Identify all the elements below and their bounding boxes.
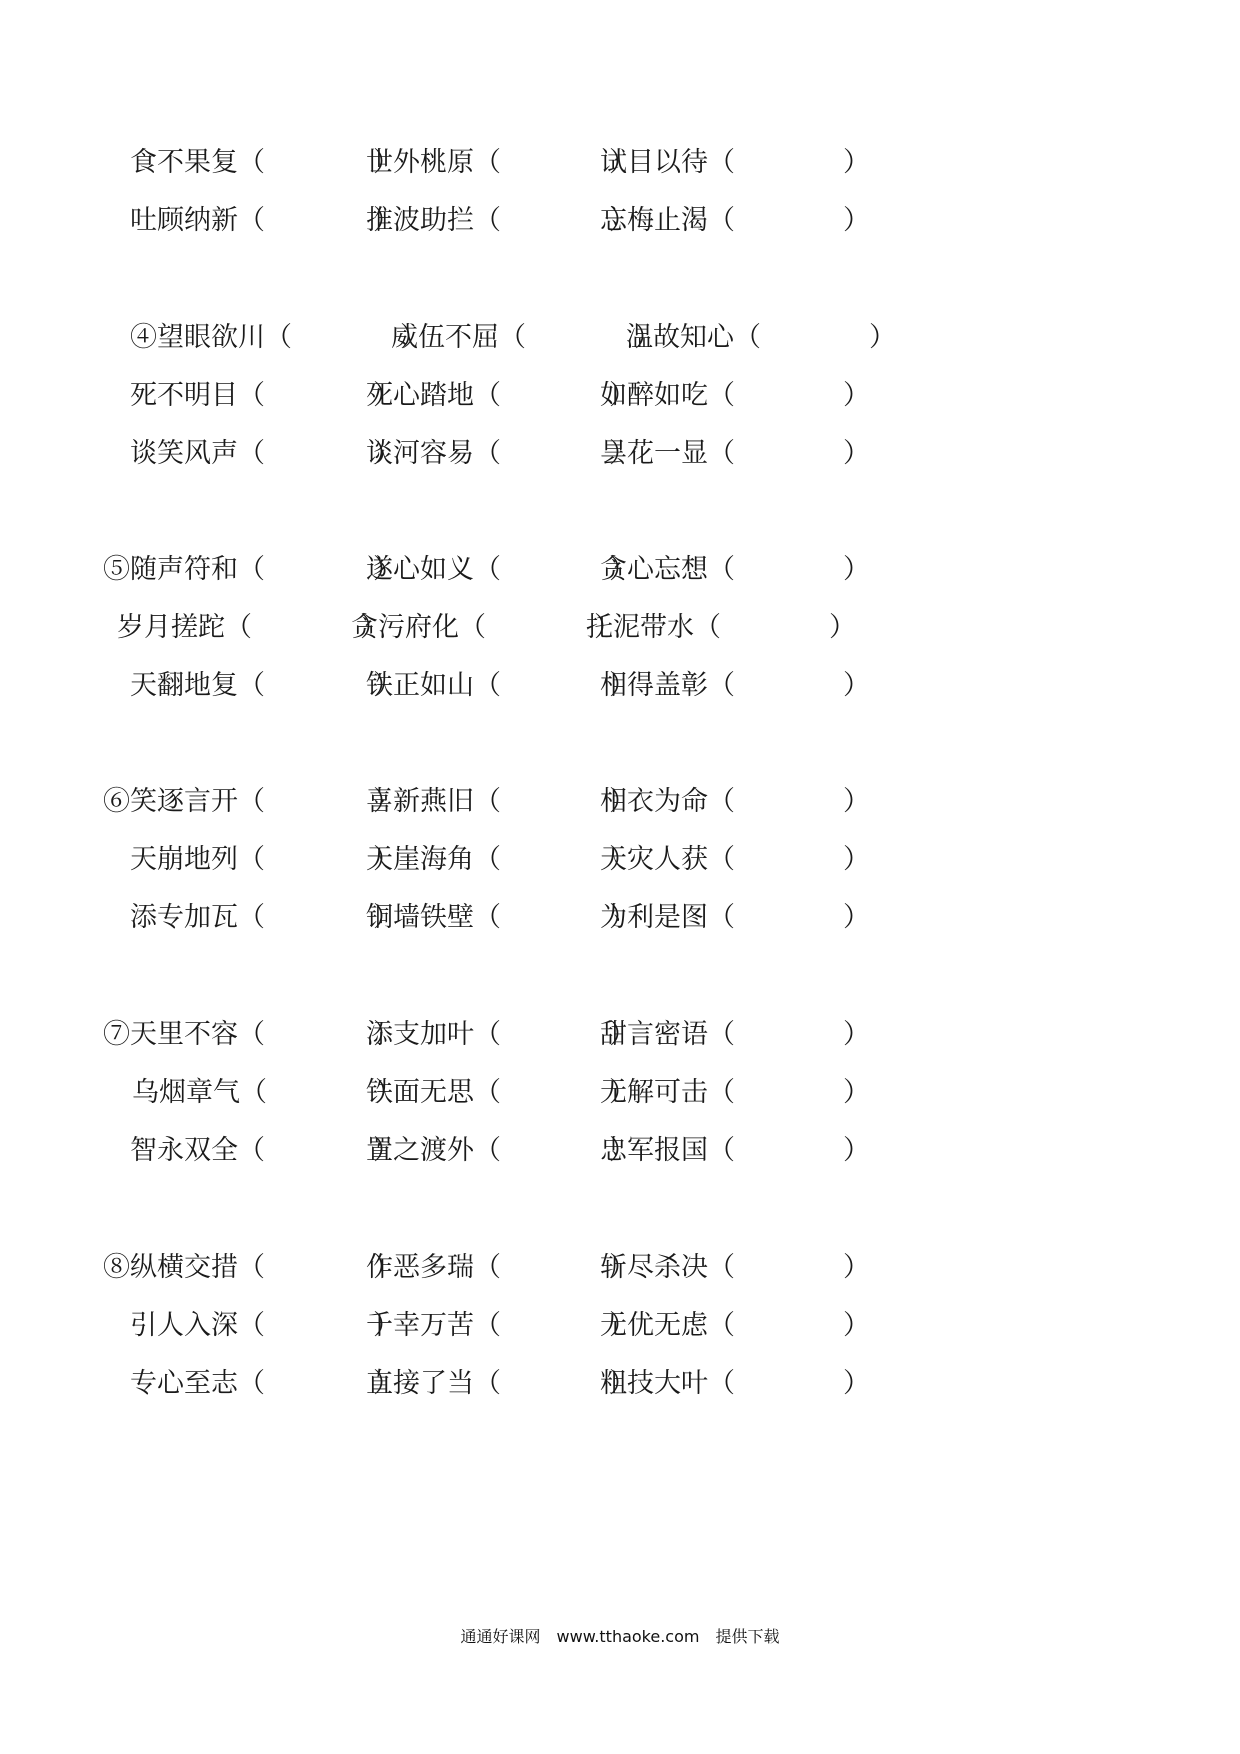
idiom-item: 铜墙铁壁（ ） [366, 902, 636, 933]
idiom-item: 铁面无思（ ） [366, 1077, 636, 1108]
idiom-item: 铁正如山（ ） [366, 670, 636, 701]
idiom-row [0, 1248, 1240, 1288]
idiom-item: ⑥笑逐言开（ ） [103, 786, 400, 817]
idiom-item: 天灾人获（ ） [600, 844, 870, 875]
idiom-row [0, 1073, 1240, 1113]
idiom-row [0, 840, 1240, 880]
idiom-item: 为利是图（ ） [600, 902, 870, 933]
idiom-item: 忘梅止渴（ ） [600, 205, 870, 236]
idiom-item: 相得盖彰（ ） [600, 670, 870, 701]
idiom-item: 威伍不屈（ ） [391, 322, 661, 353]
idiom-row [0, 1306, 1240, 1346]
idiom-row [0, 201, 1240, 241]
idiom-item: 相衣为命（ ） [600, 786, 870, 817]
idiom-item: 无解可击（ ） [600, 1077, 870, 1108]
footer-source-note: 通通好课网 www.tthaoke.com 提供下载 [460, 1627, 780, 1646]
idiom-item: 推波助拦（ ） [366, 205, 636, 236]
idiom-item: 添专加瓦（ ） [130, 902, 400, 933]
idiom-item: 食不果复（ ） [130, 147, 400, 178]
idiom-item: 贪污府化（ ） [351, 612, 621, 643]
idiom-item: ⑤随声符和（ ） [103, 554, 400, 585]
idiom-item: ④望眼欲川（ ） [130, 322, 427, 353]
idiom-item: 贪心忘想（ ） [600, 554, 870, 585]
idiom-item: 引人入深（ ） [130, 1310, 400, 1341]
idiom-row [0, 1131, 1240, 1171]
idiom-item: 斩尽杀决（ ） [600, 1252, 870, 1283]
idiom-item: 谈河容易（ ） [366, 438, 636, 469]
idiom-row [0, 898, 1240, 938]
idiom-item: 昙花一显（ ） [600, 438, 870, 469]
idiom-item: 天崩地列（ ） [130, 844, 400, 875]
idiom-item: 如醉如吃（ ） [600, 380, 870, 411]
idiom-item: 天翻地复（ ） [130, 670, 400, 701]
idiom-item: 喜新燕旧（ ） [366, 786, 636, 817]
idiom-item: 甜言密语（ ） [600, 1019, 870, 1050]
idiom-item: 遂心如义（ ） [366, 554, 636, 585]
idiom-item: 无优无虑（ ） [600, 1310, 870, 1341]
idiom-item: 作恶多瑞（ ） [366, 1252, 636, 1283]
idiom-item: 死不明目（ ） [130, 380, 400, 411]
idiom-item: 置之渡外（ ） [366, 1135, 636, 1166]
idiom-item: 世外桃原（ ） [366, 147, 636, 178]
idiom-row [0, 550, 1240, 590]
idiom-item: 专心至志（ ） [130, 1368, 400, 1399]
idiom-row [0, 376, 1240, 416]
idiom-item: 托泥带水（ ） [586, 612, 856, 643]
idiom-item: 添支加叶（ ） [366, 1019, 636, 1050]
idiom-row [0, 318, 1240, 358]
idiom-item: 粗技大叶（ ） [600, 1368, 870, 1399]
idiom-item: 千幸万苦（ ） [366, 1310, 636, 1341]
idiom-row [0, 608, 1240, 648]
idiom-row [0, 434, 1240, 474]
idiom-item: 忠军报国（ ） [600, 1135, 870, 1166]
idiom-item: 试目以待（ ） [600, 147, 870, 178]
idiom-row [0, 143, 1240, 183]
idiom-item: 岁月搓跎（ ） [117, 612, 387, 643]
idiom-item: 直接了当（ ） [366, 1368, 636, 1399]
idiom-item: 死心踏地（ ） [366, 380, 636, 411]
idiom-row [0, 1364, 1240, 1404]
idiom-row [0, 666, 1240, 706]
idiom-item: 乌烟章气（ ） [132, 1077, 402, 1108]
idiom-item: 天崖海角（ ） [366, 844, 636, 875]
idiom-item: ⑧纵横交措（ ） [103, 1252, 400, 1283]
idiom-item: 吐顾纳新（ ） [130, 205, 400, 236]
idiom-row [0, 782, 1240, 822]
idiom-item: 谈笑风声（ ） [130, 438, 400, 469]
idiom-row [0, 1015, 1240, 1055]
idiom-item: 温故知心（ ） [626, 322, 896, 353]
idiom-item: 智永双全（ ） [130, 1135, 400, 1166]
idiom-item: ⑦天里不容（ ） [103, 1019, 400, 1050]
